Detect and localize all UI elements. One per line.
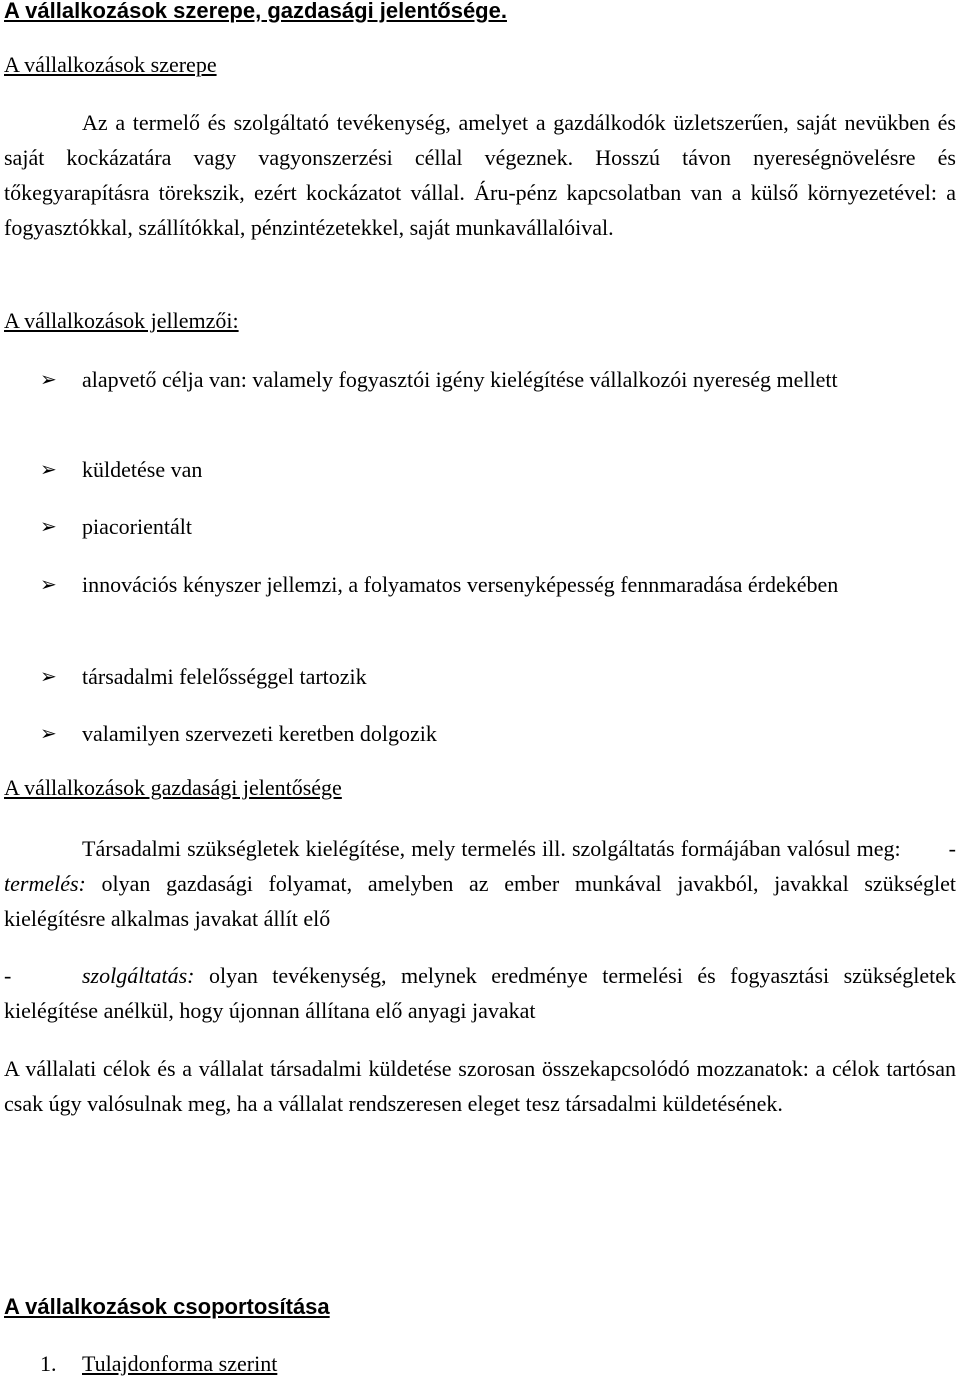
section-heading-szerepe: A vállalkozások szerepe: [4, 52, 217, 77]
arrow-bullet-icon: ➢: [40, 572, 57, 596]
term-szolgaltatas: szolgáltatás:: [82, 963, 195, 988]
dash-item-szolgaltatas: [4, 958, 956, 1028]
section-paragraph-szerepe: [4, 105, 956, 245]
arrow-bullet-icon: ➢: [40, 514, 57, 538]
dash-mark: -: [948, 836, 956, 861]
bullet-text: társadalmi felelősséggel tartozik: [82, 664, 367, 689]
definition-termeles: olyan gazdasági folyamat, amelyben az ember munkával javakból, javakkal szükséglet kielégítésre alkalmas javakat állít elő: [4, 871, 956, 931]
bullet-text: valamilyen szervezeti keretben dolgozik: [82, 721, 437, 746]
bullet-item: [40, 509, 956, 544]
section-heading-jellemzoi: A vállalkozások jellemzői:: [4, 308, 239, 333]
bullet-text: küldetése van: [82, 457, 203, 482]
dash-mark: -: [4, 963, 12, 988]
definition-szolgaltatas: olyan tevékenység, melynek eredménye termelési és fogyasztási szükségletek kielégítése anélkül, hogy újonnan állítana elő anyagi javakat: [4, 963, 956, 1023]
bullet-item: [40, 452, 956, 487]
arrow-bullet-icon: ➢: [40, 721, 57, 745]
bullet-text: alapvető célja van: valamely fogyasztói igény kielégítése vállalkozói nyereség mellett: [82, 367, 838, 392]
intro-text: Társadalmi szükségletek kielégítése, mely termelés ill. szolgáltatás formájában valósul meg:: [82, 836, 901, 861]
closing-paragraph: A vállalati célok és a vállalat társadalmi küldetése szorosan összekapcsolódó mozzanatok: a célok tartósan csak úgy valósulnak meg, ha a vállalat rendszeresen eleget tesz társadalmi küldetésének.: [4, 1056, 956, 1116]
section-heading-jelentosege: A vállalkozások gazdasági jelentősége: [4, 775, 342, 800]
list-number: 1.: [40, 1351, 57, 1376]
section-heading-csoportositasa: A vállalkozások csoportosítása: [4, 1294, 330, 1319]
arrow-bullet-icon: ➢: [40, 664, 57, 688]
term-termeles: termelés:: [4, 871, 86, 896]
document-title: A vállalkozások szerepe, gazdasági jelentősége.: [4, 0, 507, 23]
list-label: Tulajdonforma szerint: [82, 1351, 278, 1376]
section-paragraph-jelentosege: [4, 831, 956, 936]
arrow-bullet-icon: ➢: [40, 367, 57, 391]
bullet-item: [40, 659, 956, 694]
bullet-item: [40, 362, 956, 397]
bullet-text: innovációs kényszer jellemzi, a folyamatos versenyképesség fennmaradása érdekében: [82, 572, 839, 597]
bullet-text: piacorientált: [82, 514, 192, 539]
paragraph-text: Az a termelő és szolgáltató tevékenység, amelyet a gazdálkodók üzletszerűen, saját nevükben és saját kockázatára vagy vagyonszerzési céllal végeznek. Hosszú távon nyereségnövelésre és tőkegyarapításra törekszik, ezért kockázatot vállal. Áru-pénz kapcsolatban van a külső környezetével: a fogyasztókkal, szállítókkal, pénzintézetekkel, saját munkavállalóival.: [4, 110, 956, 240]
arrow-bullet-icon: ➢: [40, 457, 57, 481]
bullet-item: [40, 567, 956, 602]
bullet-item: [40, 716, 956, 751]
numbered-list-item: [40, 1351, 277, 1377]
